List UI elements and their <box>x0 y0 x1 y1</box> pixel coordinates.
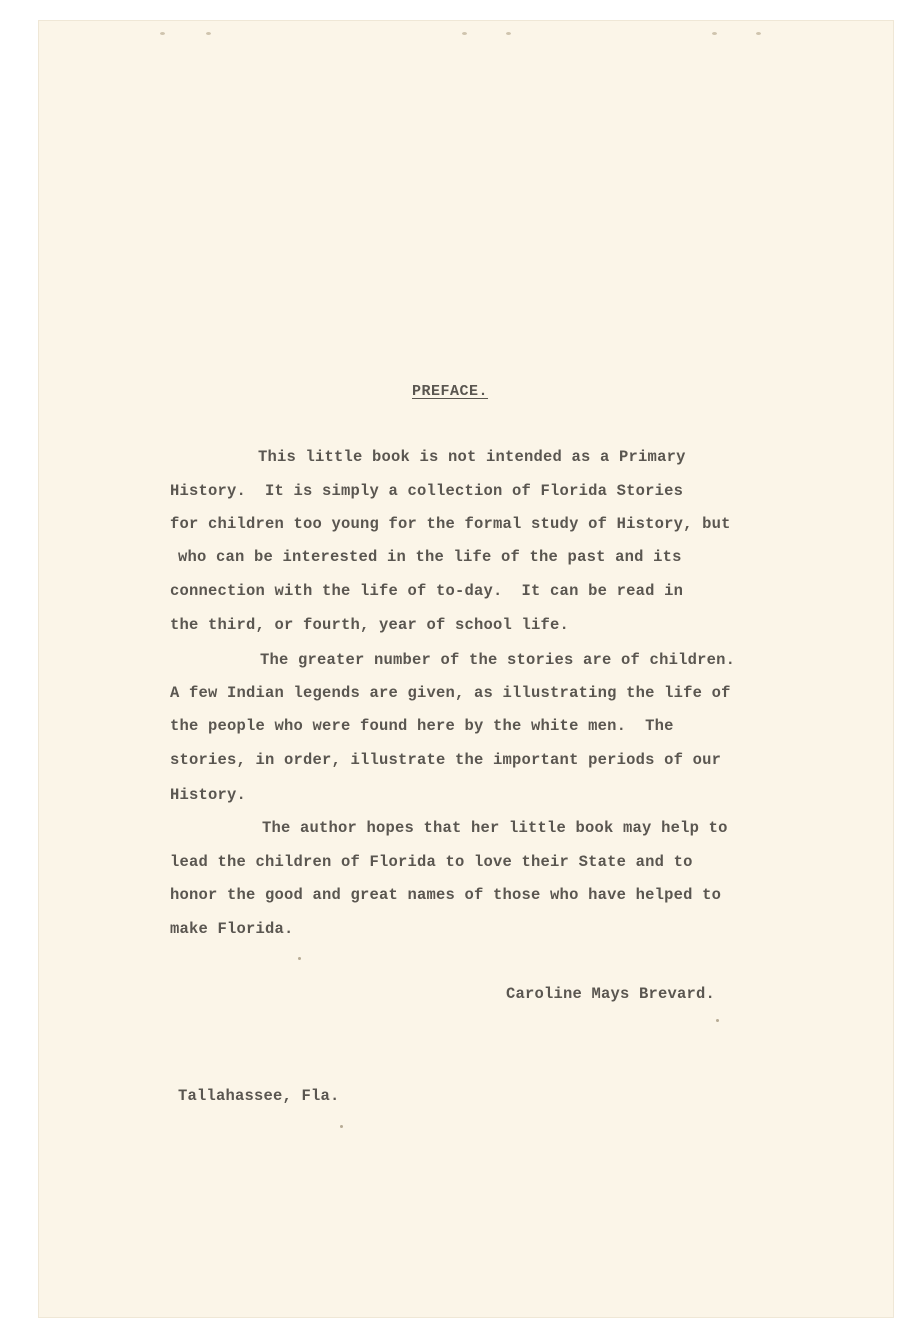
paper-mark <box>756 32 761 35</box>
paper-mark <box>712 32 717 35</box>
ink-speck <box>716 1019 719 1022</box>
ink-speck <box>298 957 301 960</box>
paragraph-1-line-3: for children too young for the formal study of History, but <box>170 515 731 533</box>
ink-speck <box>340 1125 343 1128</box>
paragraph-3-line-3: honor the good and great names of those who have helped to <box>170 886 722 904</box>
paragraph-3-line-1: The author hopes that her little book may help to <box>262 819 728 837</box>
author-signature: Caroline Mays Brevard. <box>506 985 716 1003</box>
paper-mark <box>462 32 467 35</box>
paper-mark <box>160 32 165 35</box>
place-line: Tallahassee, Fla. <box>178 1087 340 1105</box>
paragraph-1-line-5: connection with the life of to-day. It can be read in <box>170 582 684 600</box>
paragraph-2-line-2: A few Indian legends are given, as illustrating the life of <box>170 684 731 702</box>
paragraph-1-line-1: This little book is not intended as a Primary <box>258 448 686 466</box>
paragraph-2-line-1: The greater number of the stories are of children. <box>260 651 736 669</box>
paragraph-1-line-6: the third, or fourth, year of school life. <box>170 616 570 634</box>
paragraph-3-line-4: make Florida. <box>170 920 294 938</box>
paragraph-2-line-5: History. <box>170 786 247 804</box>
paragraph-1-line-4: who can be interested in the life of the past and its <box>178 548 682 566</box>
document-title: PREFACE. <box>412 383 489 400</box>
paper-mark <box>506 32 511 35</box>
paper-mark <box>206 32 211 35</box>
paragraph-1-line-2: History. It is simply a collection of Florida Stories <box>170 482 684 500</box>
paragraph-2-line-3: the people who were found here by the white men. The <box>170 717 674 735</box>
paragraph-2-line-4: stories, in order, illustrate the important periods of our <box>170 751 722 769</box>
paragraph-3-line-2: lead the children of Florida to love their State and to <box>170 853 693 871</box>
